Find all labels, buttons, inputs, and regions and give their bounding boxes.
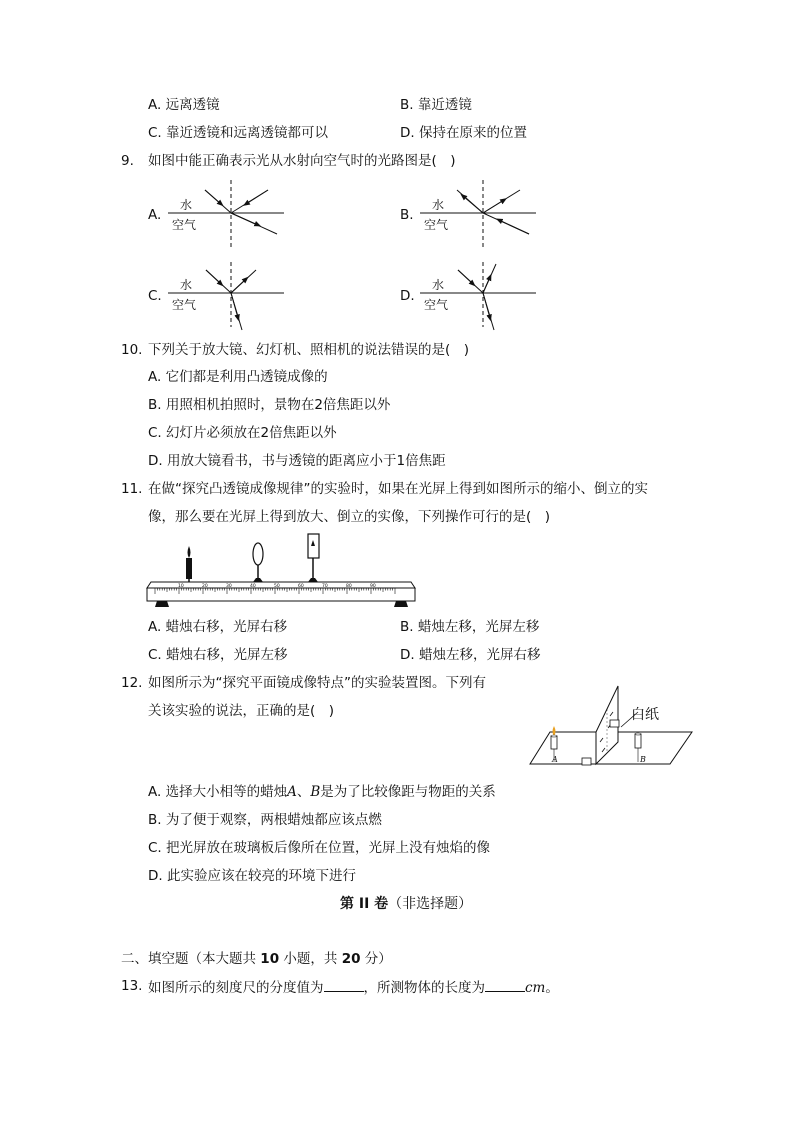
q9d-air-label: 空气 — [424, 298, 449, 312]
q9-diagram-c — [168, 262, 284, 330]
part-two-title: 第 II 卷（非选择题） — [340, 896, 473, 912]
q8-option-d: D. 保持在原来的位置 — [400, 125, 527, 141]
q9c-air-label: 空气 — [172, 298, 197, 312]
ruler-tick-label: 50 — [274, 584, 280, 589]
q11-option-a: A. 蜡烛右移，光屏右移 — [148, 619, 288, 635]
ruler-tick-label: 20 — [202, 584, 208, 589]
ruler-tick-label: 10 — [178, 584, 184, 589]
q9-label-b: B. — [400, 207, 414, 223]
q12-option-d: D. 此实验应该在较亮的环境下进行 — [148, 868, 356, 884]
q10-number: 10. — [121, 342, 143, 358]
q12-stem-line1: 如图所示为“探究平面镜成像特点”的实验装置图。下列有 — [148, 675, 486, 691]
q9c-water-label: 水 — [180, 278, 193, 292]
q8-option-a: A. 远离透镜 — [148, 97, 220, 113]
q10-option-d: D. 用放大镜看书，书与透镜的距离应小于1倍焦距 — [148, 453, 446, 469]
q12-option-a: A. 选择大小相等的蜡烛A、B是为了比较像距与物距的关系 — [148, 784, 496, 800]
q12-stem-line2: 关该实验的说法，正确的是( ) — [148, 703, 335, 719]
q11-option-d: D. 蜡烛左移，光屏右移 — [400, 647, 541, 663]
q11-stem-line1: 在做“探究凸透镜成像规律”的实验时，如果在光屏上得到如图所示的缩小、倒立的实 — [148, 481, 648, 497]
q12-option-b: B. 为了便于观察，两根蜡烛都应该点燃 — [148, 812, 382, 828]
q9b-air-label: 空气 — [424, 218, 449, 232]
q9-diagram-b — [420, 180, 536, 247]
convex-lens — [253, 543, 263, 582]
q13-blank-2[interactable] — [485, 977, 525, 992]
candle-b-label: B — [640, 755, 646, 764]
q12-option-c: C. 把光屏放在玻璃板后像所在位置，光屏上没有烛焰的像 — [148, 840, 491, 856]
q8-option-b: B. 靠近透镜 — [400, 97, 472, 113]
q8-option-c: C. 靠近透镜和远离透镜都可以 — [148, 125, 329, 141]
q9b-water-label: 水 — [432, 198, 445, 212]
q9-number: 9. — [121, 153, 134, 169]
q13-blank-1[interactable] — [324, 977, 364, 992]
q13-text: 如图所示的刻度尺的分度值为 ，所测物体的长度为 cm。 — [148, 977, 559, 997]
q9-stem: 如图中能正确表示光从水射向空气时的光路图是( ) — [148, 153, 456, 169]
ruler-tick-label: 60 — [298, 584, 304, 589]
q9-diagram-d — [420, 262, 536, 330]
ruler-tick-label: 30 — [226, 584, 232, 589]
q10-stem: 下列关于放大镜、幻灯机、照相机的说法错误的是( ) — [148, 342, 470, 358]
q11-optical-bench — [145, 532, 420, 612]
white-paper-label: 白纸 — [631, 707, 659, 723]
section-two-heading: 二、填空题（本大题共 10 小题，共 20 分） — [121, 951, 392, 967]
q10-option-b: B. 用照相机拍照时，景物在2倍焦距以外 — [148, 397, 391, 413]
ruler-tick-label: 40 — [250, 584, 256, 589]
q9-label-d: D. — [400, 288, 415, 304]
q9d-water-label: 水 — [432, 278, 445, 292]
q11-option-b: B. 蜡烛左移，光屏左移 — [400, 619, 540, 635]
light-screen — [308, 534, 319, 582]
q9-label-a: A. — [148, 207, 162, 223]
q13-number: 13. — [121, 978, 143, 994]
q9a-air-label: 空气 — [172, 218, 197, 232]
q9-label-c: C. — [148, 288, 162, 304]
candle-a-label: A — [552, 755, 558, 764]
q12-plane-mirror-setup — [528, 682, 694, 770]
q10-option-a: A. 它们都是利用凸透镜成像的 — [148, 369, 328, 385]
ruler-tick-label: 90 — [370, 584, 376, 589]
q11-option-c: C. 蜡烛右移，光屏左移 — [148, 647, 288, 663]
q11-number: 11. — [121, 481, 143, 497]
ruler-tick-label: 70 — [322, 584, 328, 589]
q10-option-c: C. 幻灯片必须放在2倍焦距以外 — [148, 425, 337, 441]
q11-stem-line2: 像，那么要在光屏上得到放大、倒立的实像，下列操作可行的是( ) — [148, 509, 551, 525]
q9-diagrams — [0, 0, 794, 340]
q9a-water-label: 水 — [180, 198, 193, 212]
candle — [186, 546, 192, 582]
q12-number: 12. — [121, 675, 143, 691]
ruler-tick-label: 80 — [346, 584, 352, 589]
q9-diagram-a — [168, 180, 284, 247]
